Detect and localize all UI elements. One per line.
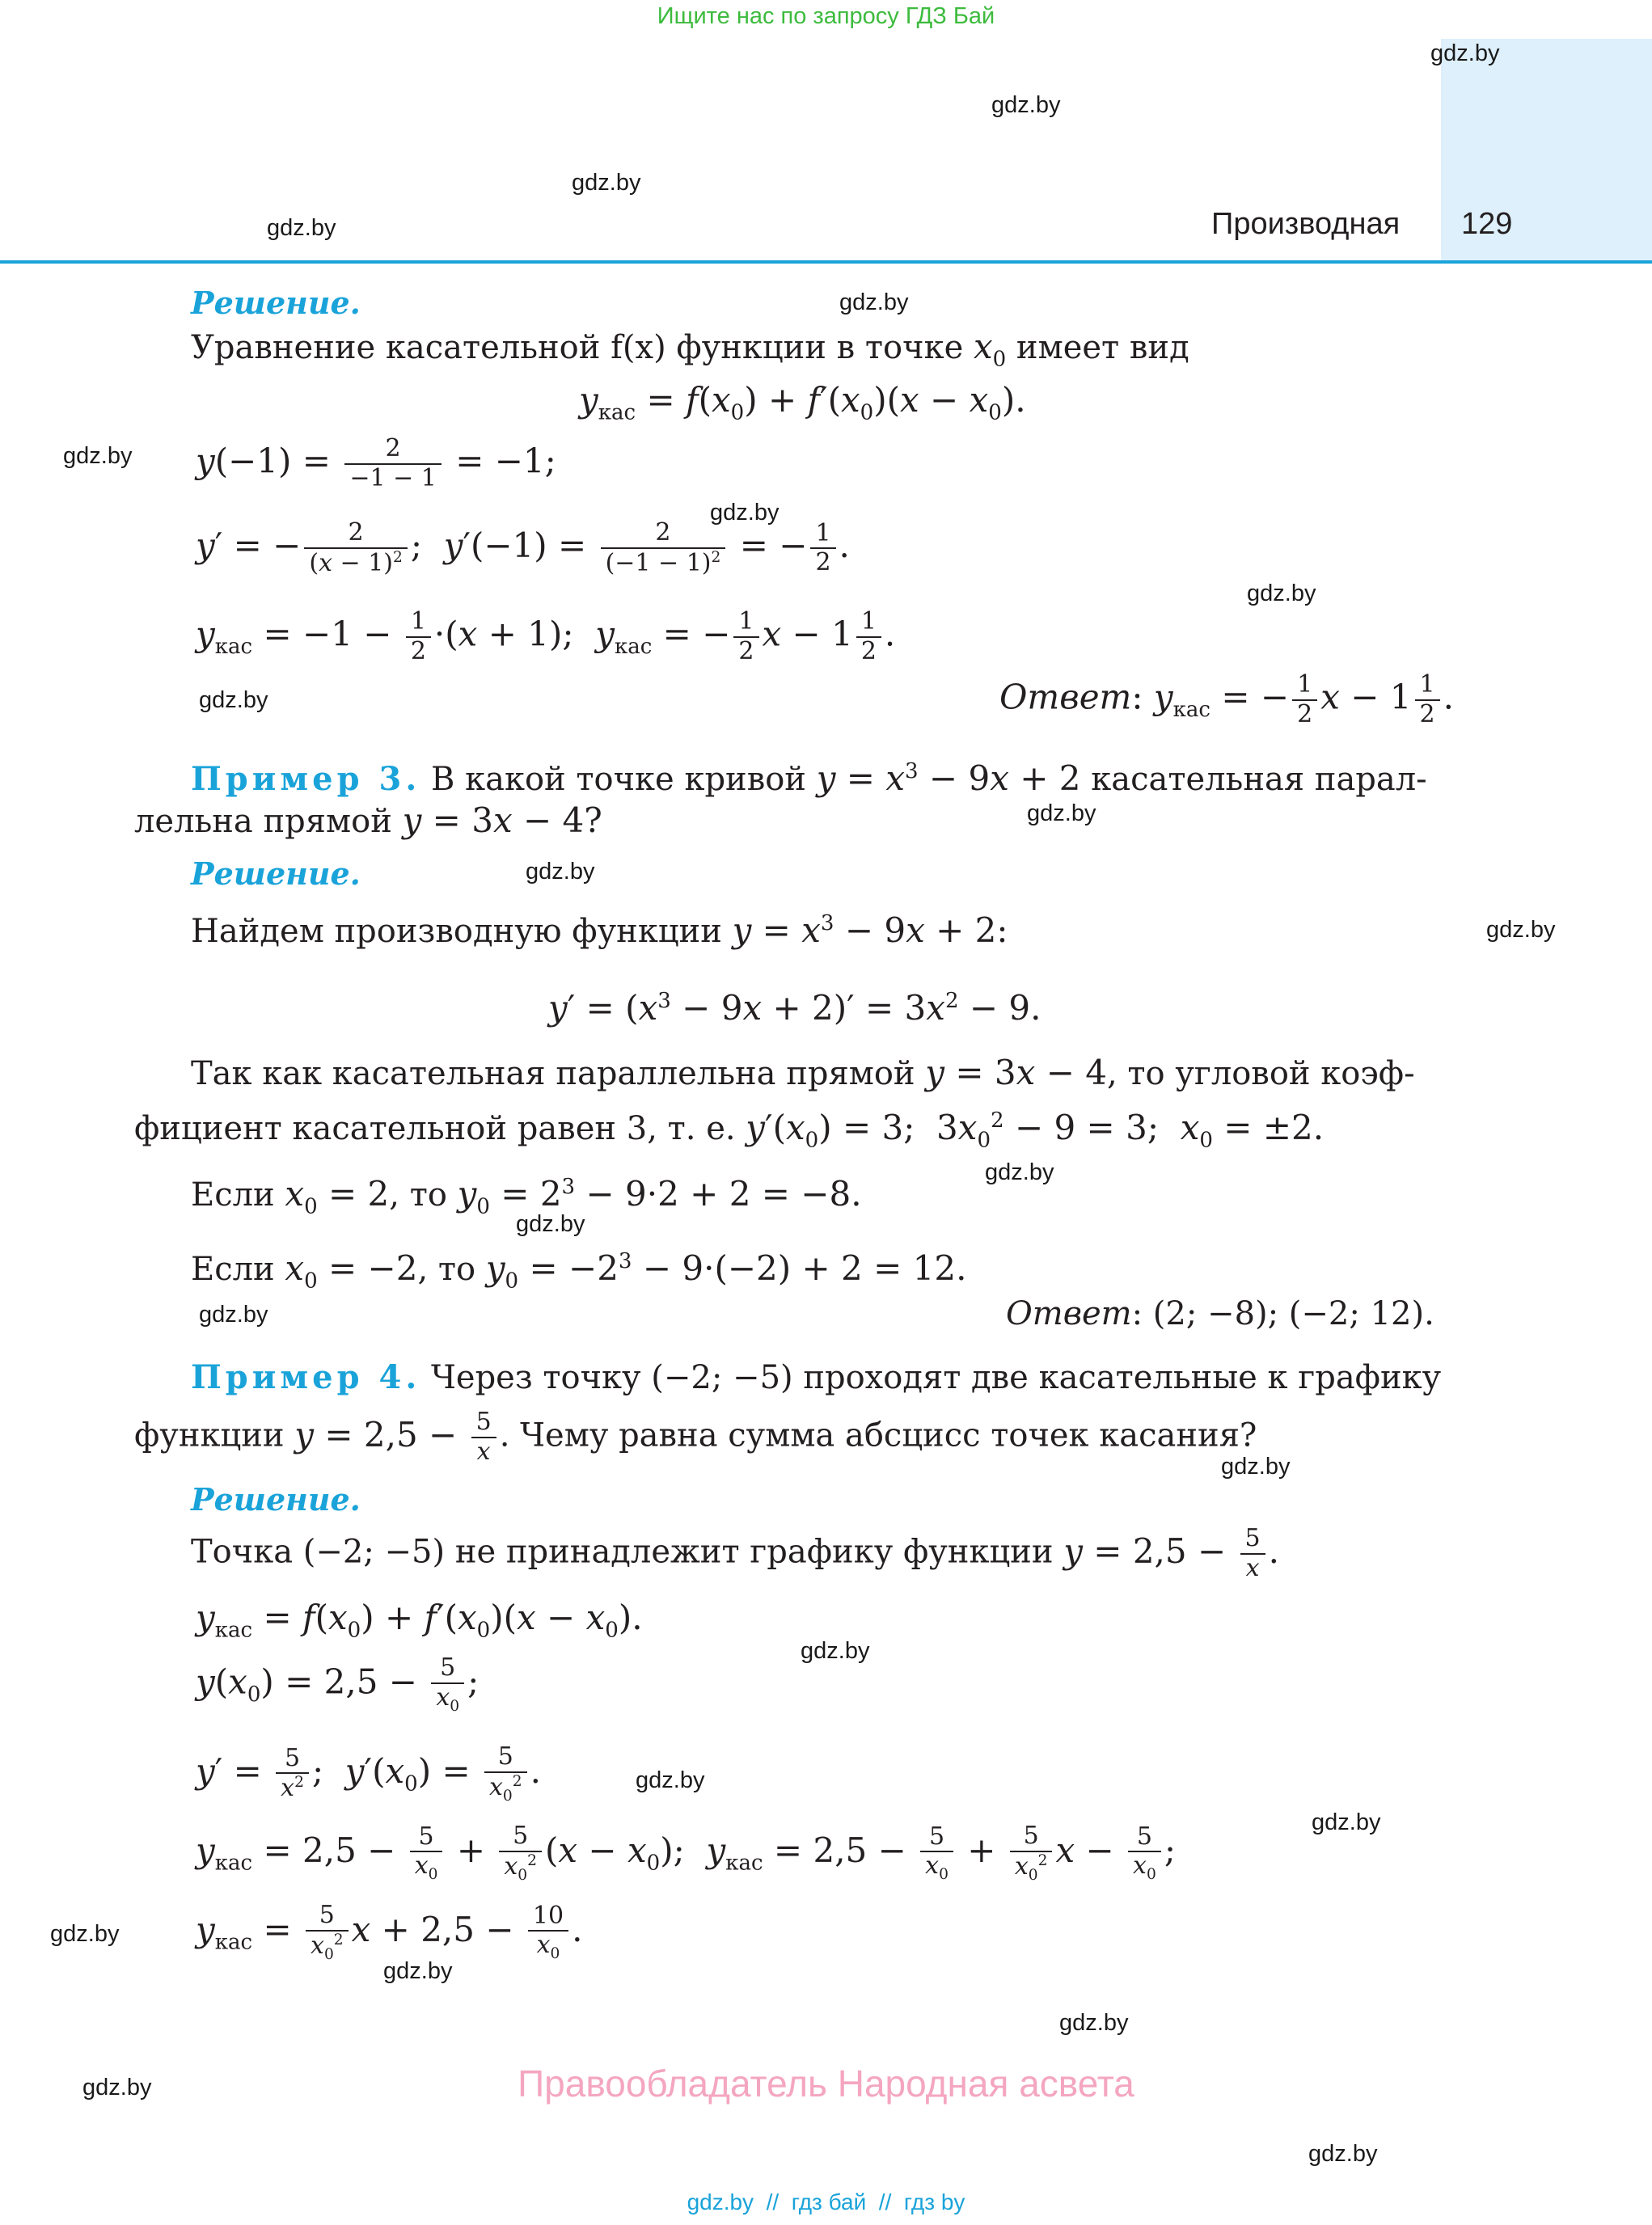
watermark: gdz.by [1247,581,1316,606]
formula-tangent-ex4: $y_{кас} = 2,5$ − $\frac{5}{x_0}$ + $\frac{5}{x_0^2}$ $(x - x_0)$; $y_{кас} = 2,5$ − $\frac{5}{x_0}$ + $\frac{5}{x_0^2}$ x − $\frac{5}{x_0}$ ; [196,1822,1176,1884]
watermark: gdz.by [1027,800,1096,826]
watermark: gdz.by [839,289,909,315]
solution-heading: Решение. [191,855,361,892]
watermark: gdz.by [710,500,780,526]
formula-derivative-ex4: y′ = $\frac{5}{x^2}$ ; $y'(x_0)$ = $\frac{5}{x_0^2}$ . [196,1742,541,1805]
page-number: 129 [1461,207,1513,241]
watermark: gdz.by [636,1767,705,1793]
tangent-formula: $y_{кас} = f(x_0) + f'(x_0)(x - x_0)$. [579,380,1026,425]
formula-tangent-result: $y_{кас} = -1$ − $\frac{1}{2}$ ·(x + 1); $y_{кас}$ = − $\frac{1}{2}$ x − 1 $\frac{1}{2}$ . [196,607,896,665]
watermark: gdz.by [50,1921,120,1947]
formula-y-at-x0: $y(x_0) = 2,5$ − $\frac{5}{x_0}$ ; [196,1653,480,1715]
watermark: gdz.by [383,1958,453,1984]
copyright-notice: Правообладатель Народная асвета [518,2062,1134,2105]
watermark: gdz.by [199,1302,268,1328]
formula-derivative-ex3: $y' = (x^3 - 9x + 2)' = 3x^2 - 9$. [548,988,1041,1028]
parallel-line-text: Так как касательная параллельна прямой y = 3x − 4, то угловой коэф- [191,1053,1415,1092]
slope-text: фициент касательной равен 3, т. е. $y'(x_0) = 3$; $3x_0^2 - 9 = 3$; $x_0 = \pm 2$. [134,1108,1325,1153]
watermark: gdz.by [1059,2010,1129,2036]
watermark: gdz.by [572,170,641,196]
watermark: gdz.by [63,443,133,469]
point-not-on-graph: Точка (−2; −5) не принадлежит графику функции y = 2,5 − $\frac{5}{x}$ . [191,1524,1279,1582]
watermark: gdz.by [991,92,1061,118]
header-rule [0,260,1652,264]
tangent-equation-intro: Уравнение касательной f(x) функции в точке $x_0$ имеет вид [191,327,1189,372]
top-banner: Ищите нас по запросу ГДЗ Бай [657,3,995,29]
solution-heading: Решение. [191,285,361,321]
bottom-links[interactable]: gdz.by // гдз бай // гдз by [687,2189,965,2214]
answer-example3: Ответ: (2; −8); (−2; 12). [1006,1295,1434,1332]
example3-statement-line2: лельна прямой y = 3x − 4? [134,800,602,840]
formula-derivative: y′ = − $\frac{2}{(x - 1)^2}$ ; y′(−1) = $\frac{2}{(-1 - 1)^2}$ = − $\frac{1}{2}$ . [196,518,850,577]
watermark: gdz.by [1486,917,1556,943]
watermark: gdz.by [199,687,268,713]
watermark: gdz.by [985,1159,1054,1185]
watermark: gdz.by [516,1211,585,1237]
watermark: gdz.by [267,215,336,241]
formula-tangent-final: $y_{кас}$ = $\frac{5}{x_0^2}$ x + 2,5 − $\frac{10}{x_0}$ . [196,1901,583,1963]
watermark: gdz.by [1308,2141,1378,2167]
watermark: gdz.by [1430,40,1500,66]
watermark: gdz.by [1312,1809,1381,1835]
watermark: gdz.by [82,2075,152,2100]
case-x0-2: Если $x_0 = 2$, то $y_0 = 2^3 - 9\cdot 2 + 2 = -8$. [191,1174,862,1219]
example4-statement-line1: Пример 4. Через точку (−2; −5) проходят две касательные к графику [191,1358,1442,1396]
example3-statement-line1: Пример 3. В какой точке кривой $y = x^3 - 9x + 2$ касательная парал- [191,758,1427,798]
answer-example2: Ответ: $y_{кас}$ = − $\frac{1}{2}$ x − 1 $\frac{1}{2}$ . [999,670,1454,728]
watermark: gdz.by [1221,1454,1291,1480]
solution-heading: Решение. [191,1481,361,1518]
formula-y-at-minus1: y(−1) = $\frac{2}{-1 - 1}$ = −1; [196,434,556,492]
case-x0-minus2: Если $x_0 = -2$, то $y_0 = -2^3 - 9\cdot(-2) + 2 = 12$. [191,1248,967,1294]
formula-tangent-general: $y_{кас} = f(x_0) + f'(x_0)(x - x_0)$. [196,1598,643,1643]
example4-statement-line2: функции y = 2,5 − $\frac{5}{x}$ . Чему равна сумма абсцисс точек касания? [134,1408,1257,1466]
watermark: gdz.by [801,1638,870,1664]
section-title: Производная [1211,207,1401,241]
find-derivative-line: Найдем производную функции $y = x^3 - 9x + 2$: [191,910,1008,950]
watermark: gdz.by [526,859,595,885]
